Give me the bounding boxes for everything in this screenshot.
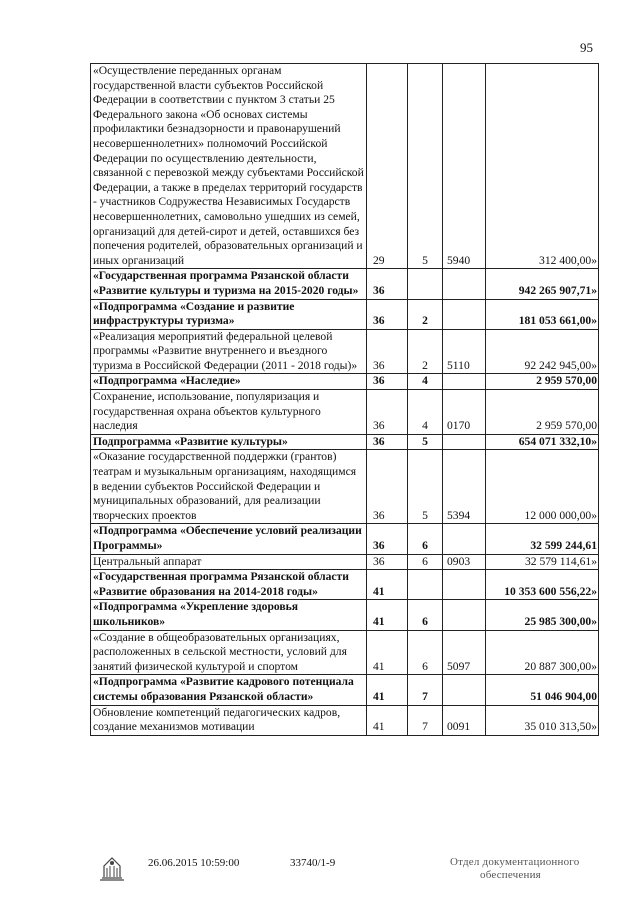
row-target-cell: 5940 bbox=[443, 64, 486, 269]
row-subsection-cell bbox=[408, 570, 443, 600]
row-name-cell: Обновление компетенций педагогических кадров, создание механизмов мотивации bbox=[91, 705, 367, 735]
row-subsection-cell: 5 bbox=[408, 450, 443, 524]
table-row bbox=[91, 600, 599, 630]
emblem-icon bbox=[96, 852, 128, 884]
row-target-cell: 5394 bbox=[443, 450, 486, 524]
table-row bbox=[91, 64, 599, 269]
table-row bbox=[91, 390, 599, 435]
row-amount-cell: 12 000 000,00» bbox=[486, 450, 599, 524]
row-name-cell: «Государственная программа Рязанской области «Развитие культуры и туризма на 2015-2020 годы» bbox=[91, 269, 367, 299]
row-name-cell: «Реализация мероприятий федеральной целевой программы «Развитие внутреннего и въездного туризма в Российской Федерации (2011 - 2018 годы)» bbox=[91, 329, 367, 374]
table-row bbox=[91, 630, 599, 675]
row-section-cell: 29 bbox=[367, 64, 408, 269]
row-amount-cell: 2 959 570,00 bbox=[486, 390, 599, 435]
row-amount-cell: 35 010 313,50» bbox=[486, 705, 599, 735]
row-amount-cell: 942 265 907,71» bbox=[486, 269, 599, 299]
row-name-cell: «Подпрограмма «Наследие» bbox=[91, 374, 367, 390]
row-section-cell: 36 bbox=[367, 329, 408, 374]
row-name-cell: «Оказание государственной поддержки (грантов) театрам и музыкальным организациям, находящимся в ведении субъектов Российской Федерации и муниципальных образований, для реализации творческих проектов bbox=[91, 450, 367, 524]
row-name-cell: «Создание в общеобразовательных организациях, расположенных в сельской местности, условий для занятий физической культурой и спортом bbox=[91, 630, 367, 675]
row-name-cell: Подпрограмма «Развитие культуры» bbox=[91, 434, 367, 450]
table-row bbox=[91, 450, 599, 524]
row-amount-cell: 654 071 332,10» bbox=[486, 434, 599, 450]
row-section-cell: 41 bbox=[367, 570, 408, 600]
row-section-cell: 36 bbox=[367, 299, 408, 329]
row-amount-cell: 10 353 600 556,22» bbox=[486, 570, 599, 600]
row-amount-cell: 20 887 300,00» bbox=[486, 630, 599, 675]
row-subsection-cell: 2 bbox=[408, 299, 443, 329]
row-target-cell: 0170 bbox=[443, 390, 486, 435]
footer-datetime: 26.06.2015 10:59:00 bbox=[148, 857, 240, 869]
row-name-cell: Центральный аппарат bbox=[91, 554, 367, 570]
row-subsection-cell: 7 bbox=[408, 675, 443, 705]
row-amount-cell: 32 579 114,61» bbox=[486, 554, 599, 570]
table-row bbox=[91, 299, 599, 329]
table-row bbox=[91, 329, 599, 374]
row-name-cell: «Государственная программа Рязанской области «Развитие образования на 2014-2018 годы» bbox=[91, 570, 367, 600]
row-amount-cell: 32 599 244,61 bbox=[486, 524, 599, 554]
row-subsection-cell: 6 bbox=[408, 600, 443, 630]
row-subsection-cell: 5 bbox=[408, 64, 443, 269]
page-number: 95 bbox=[580, 40, 593, 55]
row-subsection-cell: 6 bbox=[408, 630, 443, 675]
row-amount-cell: 181 053 661,00» bbox=[486, 299, 599, 329]
table-row bbox=[91, 675, 599, 705]
row-target-cell: 0091 bbox=[443, 705, 486, 735]
row-target-cell bbox=[443, 675, 486, 705]
row-amount-cell: 92 242 945,00» bbox=[486, 329, 599, 374]
table-row bbox=[91, 374, 599, 390]
row-name-cell: Сохранение, использование, популяризация и государственная охрана объектов культурного наследия bbox=[91, 390, 367, 435]
table-row bbox=[91, 524, 599, 554]
row-section-cell: 41 bbox=[367, 630, 408, 675]
stamp-line-2: обеспечения bbox=[480, 869, 541, 881]
row-amount-cell: 51 046 904,00 bbox=[486, 675, 599, 705]
row-subsection-cell: 4 bbox=[408, 374, 443, 390]
row-subsection-cell: 2 bbox=[408, 329, 443, 374]
table-row bbox=[91, 269, 599, 299]
row-section-cell: 41 bbox=[367, 705, 408, 735]
row-target-cell bbox=[443, 524, 486, 554]
row-section-cell: 36 bbox=[367, 450, 408, 524]
stamp-line-1: Отдел документационного bbox=[450, 856, 580, 868]
row-target-cell: 5097 bbox=[443, 630, 486, 675]
row-section-cell: 41 bbox=[367, 600, 408, 630]
row-target-cell: 0903 bbox=[443, 554, 486, 570]
row-amount-cell: 25 985 300,00» bbox=[486, 600, 599, 630]
row-section-cell: 36 bbox=[367, 554, 408, 570]
row-amount-cell: 2 959 570,00 bbox=[486, 374, 599, 390]
row-target-cell bbox=[443, 374, 486, 390]
row-name-cell: «Подпрограмма «Создание и развитие инфраструктуры туризма» bbox=[91, 299, 367, 329]
row-section-cell: 36 bbox=[367, 269, 408, 299]
table-row bbox=[91, 554, 599, 570]
row-section-cell: 36 bbox=[367, 434, 408, 450]
budget-table bbox=[90, 63, 599, 736]
row-section-cell: 36 bbox=[367, 390, 408, 435]
department-stamp bbox=[450, 856, 579, 882]
budget-table-body bbox=[91, 64, 599, 736]
row-subsection-cell bbox=[408, 269, 443, 299]
row-subsection-cell: 7 bbox=[408, 705, 443, 735]
row-name-cell: «Подпрограмма «Обеспечение условий реализации Программы» bbox=[91, 524, 367, 554]
row-target-cell bbox=[443, 299, 486, 329]
row-name-cell: «Осуществление переданных органам государственной власти субъектов Российской Федерации в соответствии с пунктом 3 статьи 25 Федерального закона «Об основах системы профилактики безнадзорности и правонарушений несовершеннолетних» полномочий Российской Федерации по осуществлению деятельности, связанной с перевозкой между субъектами Российской Федерации, а также в пределах территорий государств - участников Содружества Независимых Государств несовершеннолетних, самовольно ушедших из семей, организаций для детей-сирот и детей, оставшихся без попечения родителей, образовательных организаций и иных организаций bbox=[91, 64, 367, 269]
row-target-cell bbox=[443, 269, 486, 299]
row-subsection-cell: 5 bbox=[408, 434, 443, 450]
row-subsection-cell: 4 bbox=[408, 390, 443, 435]
table-row bbox=[91, 705, 599, 735]
row-target-cell bbox=[443, 570, 486, 600]
table-row bbox=[91, 570, 599, 600]
row-amount-cell: 312 400,00» bbox=[486, 64, 599, 269]
row-name-cell: «Подпрограмма «Укрепление здоровья школьников» bbox=[91, 600, 367, 630]
row-subsection-cell: 6 bbox=[408, 554, 443, 570]
row-target-cell: 5110 bbox=[443, 329, 486, 374]
row-section-cell: 36 bbox=[367, 374, 408, 390]
row-name-cell: «Подпрограмма «Развитие кадрового потенциала системы образования Рязанской области» bbox=[91, 675, 367, 705]
row-section-cell: 36 bbox=[367, 524, 408, 554]
row-target-cell bbox=[443, 600, 486, 630]
row-subsection-cell: 6 bbox=[408, 524, 443, 554]
footer-doc-number: 33740/1-9 bbox=[290, 857, 336, 869]
row-target-cell bbox=[443, 434, 486, 450]
table-row bbox=[91, 434, 599, 450]
row-section-cell: 41 bbox=[367, 675, 408, 705]
